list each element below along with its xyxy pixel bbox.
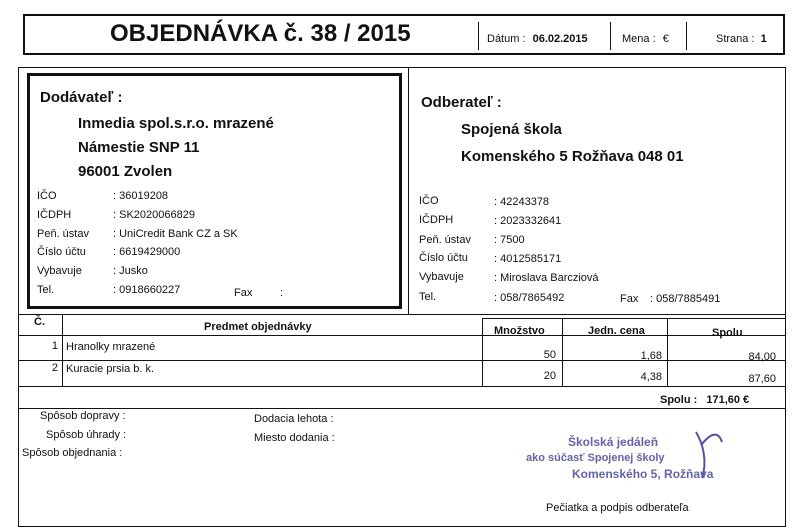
currency-label: Mena : [622,33,656,45]
sum-value: 171,60 € [706,394,750,406]
customer-handler-label: Vybavuje [419,271,464,283]
supplier-ico-value: : 36019208 [113,190,169,202]
customer-handler-value: : Miroslava Barcziová [494,272,599,284]
supplier-name: Inmedia spol.s.r.o. mrazené [78,115,274,132]
table-row-border [18,360,786,361]
supplier-tel-value: : 0918660227 [113,284,181,296]
row-item: Kuracie prsia b. k. [66,363,155,375]
customer-stamp [512,434,732,496]
stamp-line-2: ako súčasť Spojenej školy [526,452,665,464]
row-no: 1 [51,340,58,352]
transport-label: Spôsob dopravy : [40,410,126,422]
table-header-border [482,318,786,319]
delivery-place-label: Miesto dodania : [254,432,335,444]
supplier-fax-value: : [280,287,284,299]
sum-label: Spolu : [660,394,698,406]
page-field [716,33,767,45]
sum-row [660,394,749,406]
supplier-fax-label: Fax [234,287,253,299]
supplier-icdph-value: : SK2020066829 [113,209,195,221]
supplier-street: Námestie SNP 11 [78,139,200,156]
row-item: Hranolky mrazené [66,341,156,353]
row-no: 2 [51,362,58,374]
customer-fax-value: : 058/7885491 [650,293,721,305]
stamp-line-1: Školská jedáleň [568,435,659,449]
row-total: 87,60 [748,373,776,385]
table-row-border [18,386,786,387]
customer-ico-label: IČO [419,195,439,207]
col-header-no: Č. [34,316,45,328]
supplier-icdph-label: IČDPH [37,209,72,221]
parties-divider [408,67,409,314]
header-divider [610,22,611,50]
customer-account-value: : 4012585171 [494,253,562,265]
page-label: Strana : [716,33,755,45]
delivery-term-label: Dodacia lehota : [254,413,334,425]
page-value: 1 [760,33,767,45]
payment-label: Spôsob úhrady : [46,429,127,441]
customer-icdph-value: : 2023332641 [494,215,562,227]
table-col-divider [62,314,63,386]
customer-heading: Odberateľ : [421,94,502,111]
table-header-bottom [18,335,786,336]
sum-border [18,408,786,409]
supplier-tel-label: Tel. [37,284,55,296]
supplier-box [27,73,402,309]
document-title: OBJEDNÁVKA č. 38 / 2015 [110,20,411,47]
date-label: Dátum : [487,33,526,45]
customer-bank-value: : 7500 [494,234,525,246]
date-field [487,33,588,45]
customer-name: Spojená škola [461,121,562,138]
table-col-divider [667,318,668,386]
header-divider [686,22,687,50]
customer-address: Komenského 5 Rožňava 048 01 [461,148,684,165]
col-header-item: Predmet objednávky [204,321,312,333]
supplier-handler-value: : Jusko [113,265,148,277]
signature-mark [688,422,728,482]
supplier-account-value: : 6619429000 [113,246,181,258]
row-price: 4,38 [640,371,662,383]
supplier-account-label: Číslo účtu [37,246,86,258]
header-divider [478,22,479,50]
signature-label: Pečiatka a podpis odberateľa [546,502,689,514]
supplier-heading: Dodávateľ : [40,89,123,106]
table-col-divider [482,318,483,386]
customer-bank-label: Peň. ústav [419,234,471,246]
row-qty: 20 [543,370,556,382]
customer-tel-label: Tel. [419,291,437,303]
customer-fax-label: Fax [620,293,639,305]
stamp-line-3: Komenského 5, Rožňava [572,467,714,481]
row-total: 84,00 [748,351,776,363]
currency-field [622,33,669,45]
customer-icdph-label: IČDPH [419,214,454,226]
customer-account-label: Číslo účtu [419,252,468,264]
supplier-bank-label: Peň. ústav [37,228,89,240]
supplier-city: 96001 Zvolen [78,163,173,180]
supplier-handler-label: Vybavuje [37,265,82,277]
col-header-price: Jedn. cena [588,325,645,337]
table-col-divider [562,318,563,386]
supplier-bank-value: : UniCredit Bank CZ a SK [113,228,238,240]
customer-ico-value: : 42243378 [494,196,550,208]
ordering-label: Spôsob objednania : [22,447,123,459]
date-value: 06.02.2015 [532,33,588,45]
supplier-ico-label: IČO [37,190,57,202]
row-price: 1,68 [640,350,662,362]
customer-tel-value: : 058/7865492 [494,292,565,304]
table-top-border [18,314,786,315]
col-header-qty: Množstvo [494,325,545,337]
currency-value: € [662,33,669,45]
row-qty: 50 [543,349,556,361]
col-header-total: Spolu [712,327,743,339]
